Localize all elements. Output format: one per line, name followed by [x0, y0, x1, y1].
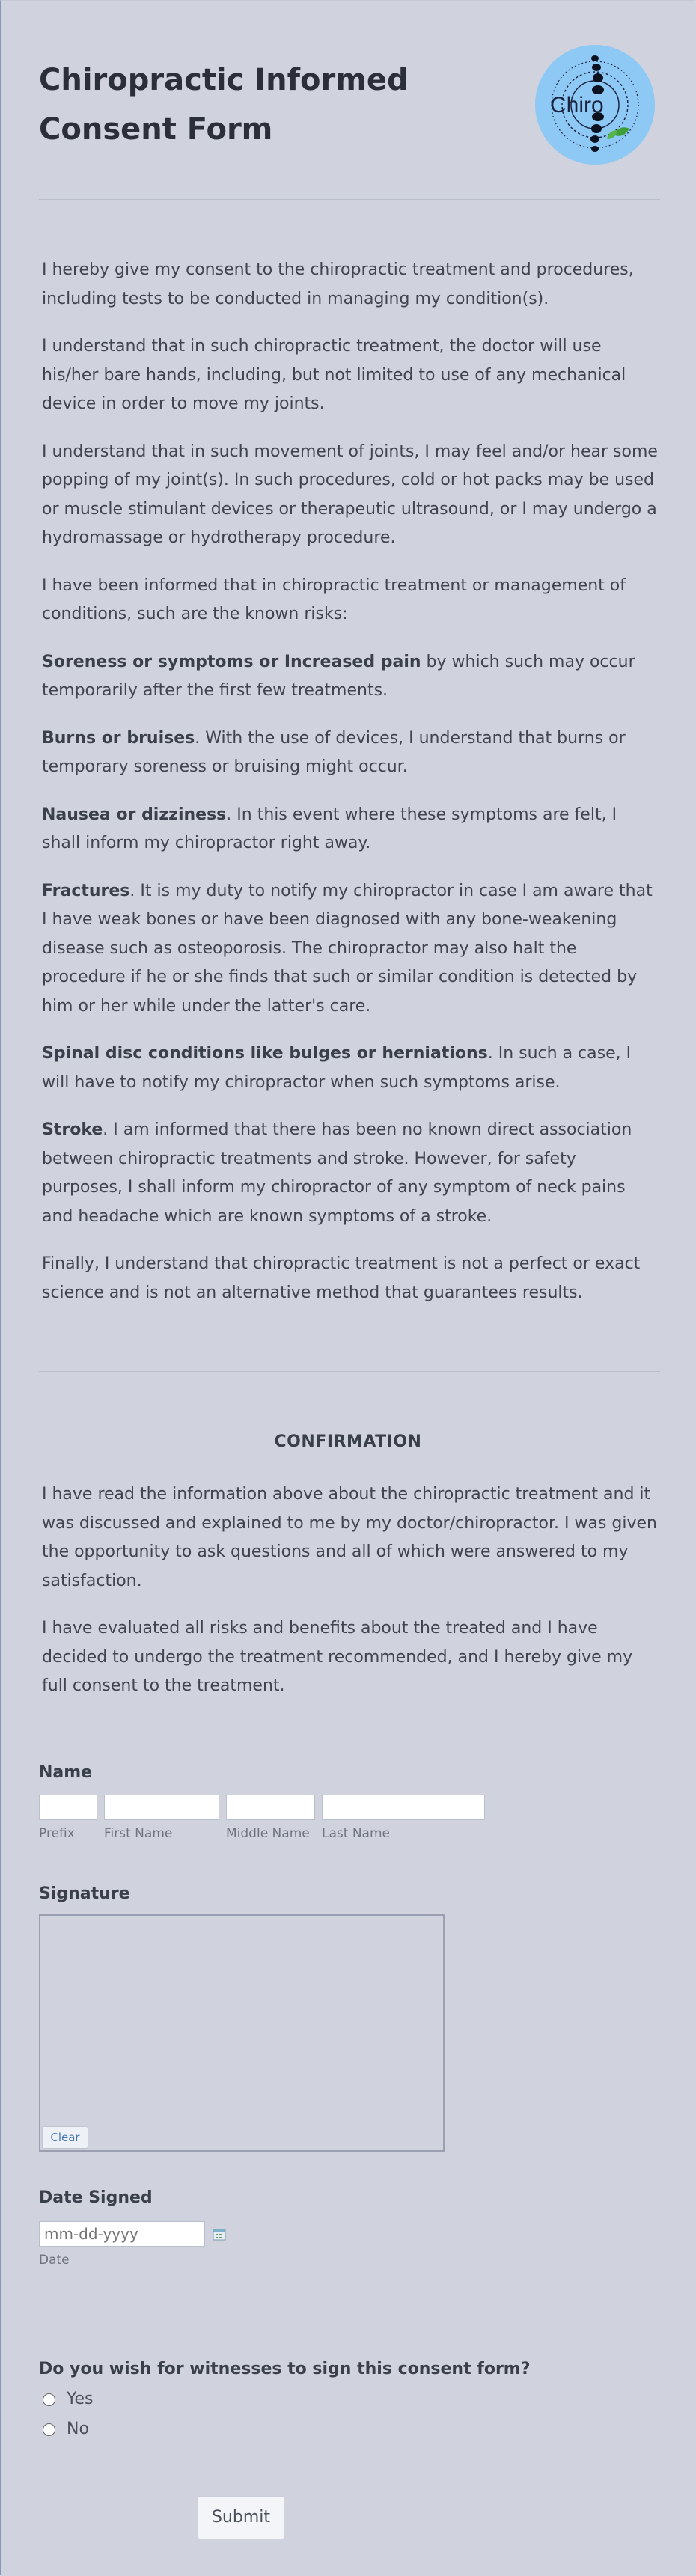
spine-logo-icon	[535, 45, 655, 165]
consent-paragraph: I hereby give my consent to the chiropractic treatment and procedures, including tests to be conducted in managing my condition(s).	[42, 260, 634, 308]
risk-item	[42, 877, 659, 1022]
date-input[interactable]	[39, 2221, 205, 2247]
risk-text: . With the use of devices, I understand that burns or temporary soreness or bruising might occur.	[42, 728, 626, 776]
clear-signature-button[interactable]: Clear	[42, 2126, 88, 2149]
witness-no-radio[interactable]	[43, 2423, 55, 2436]
first-name-sublabel: First Name	[104, 1826, 173, 1841]
consent-paragraph: I understand that in such chiropractic treatment, the doctor will use his/her bare hands, including, but not limited to use of any mechanical device in order to move my joints.	[42, 337, 626, 413]
risk-title: Spinal disc conditions like bulges or herniations	[42, 1044, 488, 1063]
calendar-icon[interactable]	[213, 2227, 226, 2241]
confirmation-paragraph: I have read the information above about the chiropractic treatment and it was discussed and explained to me by my doctor/chiropractor. I was given the opportunity to ask questions and all of which were answered to my satisfaction.	[42, 1485, 657, 1590]
risk-item	[42, 1040, 659, 1097]
risk-title: Fractures	[42, 881, 130, 900]
risk-text: by which such may occur temporarily after the first few treatments.	[42, 652, 635, 700]
risk-item	[42, 1116, 659, 1231]
risk-text: . In such a case, I will have to notify my chiropractor when such symptoms arise.	[42, 1044, 632, 1092]
logo-text: Chiro	[550, 93, 604, 117]
middle-name-input[interactable]	[226, 1795, 315, 1820]
confirmation-paragraph: I have evaluated all risks and benefits about the treated and I have decided to undergo the treatment recommended, and I hereby give my full consent to the treatment.	[42, 1619, 633, 1695]
prefix-sublabel: Prefix	[39, 1826, 75, 1841]
risk-title: Burns or bruises	[42, 728, 195, 748]
last-name-input[interactable]	[322, 1795, 485, 1820]
date-sublabel: Date	[39, 2253, 70, 2268]
risk-text: . I am informed that there has been no known direct association between chiropractic treatments and stroke. However, for safety purposes, I shall inform my chiropractor of any symptom of neck pains and headache which are known symptoms of a stroke.	[42, 1120, 632, 1226]
consent-paragraph: I understand that in such movement of joints, I may feel and/or hear some popping of my joint(s). In such procedures, cold or hot packs may be used or muscle stimulant devices or therapeutic ultrasound, or I may undergo a hydromassage or hydrotherapy procedure.	[42, 442, 658, 547]
divider-top	[39, 199, 660, 200]
signature-label: Signature	[39, 1884, 130, 1903]
form-title: Chiropractic Informed Consent Form	[39, 63, 409, 147]
risk-text: . It is my duty to notify my chiropractor in case I am aware that I have weak bones or have been diagnosed with any bone-weakening disease such as osteoporosis. The chiropractor may also halt the procedure if he or she finds that such or similar condition is detected by him or her while under the latter's care.	[42, 881, 653, 1016]
risk-item	[42, 801, 659, 858]
witness-question: Do you wish for witnesses to sign this consent form?	[39, 2360, 531, 2378]
name-label: Name	[39, 1763, 93, 1782]
risk-item	[42, 724, 659, 782]
last-name-sublabel: Last Name	[322, 1826, 390, 1841]
prefix-input[interactable]	[39, 1795, 97, 1820]
consent-final: Finally, I understand that chiropractic treatment is not a perfect or exact science and is not an alternative method that guarantees results.	[42, 1254, 641, 1302]
risk-text: . In this event where these symptoms are felt, I shall inform my chiropractor right away.	[42, 805, 617, 852]
witness-yes-radio[interactable]	[43, 2393, 55, 2406]
risk-title: Stroke	[42, 1120, 103, 1139]
divider-middle	[39, 1371, 660, 1372]
confirmation-title: CONFIRMATION	[274, 1432, 422, 1451]
signature-pad[interactable]	[39, 1914, 445, 2152]
risk-title: Soreness or symptoms or Increased pain	[42, 652, 421, 671]
consent-text	[42, 256, 659, 1326]
witness-no-label[interactable]: No	[67, 2420, 89, 2438]
witness-yes-label[interactable]: Yes	[67, 2390, 94, 2408]
date-label: Date Signed	[39, 2188, 153, 2207]
consent-paragraph: I have been informed that in chiropractic treatment or management of conditions, such are the known risks:	[42, 576, 626, 623]
form-header	[1, 1, 695, 196]
confirmation-text	[42, 1480, 659, 1720]
submit-button[interactable]: Submit	[198, 2496, 284, 2539]
middle-name-sublabel: Middle Name	[226, 1826, 310, 1841]
risk-item	[42, 648, 659, 706]
risk-title: Nausea or dizziness	[42, 805, 227, 824]
chiro-logo	[535, 45, 655, 165]
first-name-input[interactable]	[104, 1795, 219, 1820]
